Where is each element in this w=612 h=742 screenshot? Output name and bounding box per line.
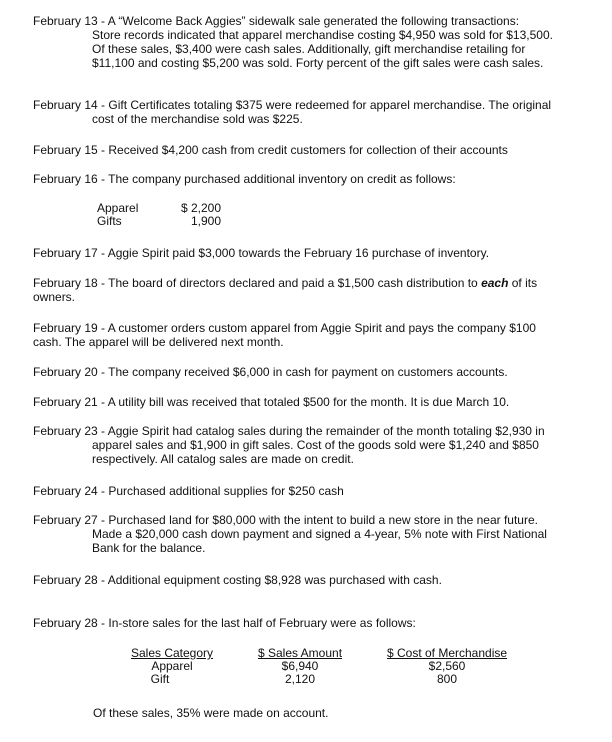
sales-header-amount: $ Sales Amount	[257, 646, 343, 660]
entry-feb-18	[33, 276, 599, 304]
sales-footnote-text: Of these sales, 35% were made on account.	[93, 706, 329, 720]
entry-feb-28-equipment	[33, 573, 599, 587]
entry-feb-19-line1: February 19 - A customer orders custom apparel from Aggie Spirit and pays the company $100	[33, 321, 536, 335]
entry-feb-20	[33, 365, 599, 379]
purchase-row-value: 1,900	[190, 214, 221, 228]
sales-table	[120, 647, 540, 691]
entry-feb-18-line2: owners.	[33, 290, 76, 304]
entry-feb-16-text: February 16 - The company purchased additional inventory on credit as follows:	[33, 172, 456, 186]
entry-feb-27-line3: Bank for the balance.	[92, 541, 206, 555]
entry-feb-18-emphasis: each	[481, 276, 509, 290]
entry-feb-17	[33, 246, 599, 260]
entry-feb-23-line3: respectively. All catalog sales are made on credit.	[92, 452, 354, 466]
entry-feb-13	[33, 14, 599, 70]
sales-cell-cost: $2,560	[428, 659, 466, 673]
entry-feb-13-line2: Store records indicated that apparel merchandise costing $4,950 was sold for $13,500.	[92, 28, 553, 42]
entry-feb-15-text: February 15 - Received $4,200 cash from credit customers for collection of their accounts	[33, 143, 508, 157]
sales-header-category: Sales Category	[130, 646, 214, 660]
entry-feb-28-sales-text: February 28 - In-store sales for the last half of February were as follows:	[33, 616, 416, 630]
sales-cell-category: Apparel	[151, 659, 193, 673]
sales-cell-category: Gift	[150, 672, 170, 686]
entry-feb-15	[33, 143, 599, 157]
entry-feb-19	[33, 321, 599, 349]
sales-header-cost: $ Cost of Merchandise	[386, 646, 508, 660]
entry-feb-13-line1: February 13 - A “Welcome Back Aggies” sidewalk sale generated the following transactions:	[33, 14, 520, 28]
entry-feb-21	[33, 395, 599, 409]
entry-feb-18-pre: February 18 - The board of directors declared and paid a $1,500 cash distribution to	[33, 276, 482, 290]
entry-feb-23	[33, 424, 599, 466]
entry-feb-13-line4: $11,100 and costing $5,200 was sold. Forty percent of the gift sales were cash sales.	[92, 56, 544, 70]
entry-feb-27-line2: Made a $20,000 cash down payment and signed a 4-year, 5% note with First National	[92, 527, 547, 541]
purchase-row-label: Apparel	[97, 201, 139, 215]
entry-feb-24-text: February 24 - Purchased additional supplies for $250 cash	[33, 484, 344, 498]
sales-cell-amount: $6,940	[281, 659, 319, 673]
sales-cell-amount: 2,120	[284, 672, 316, 686]
entry-feb-14	[33, 98, 599, 126]
purchase-row-value: $ 2,200	[180, 201, 221, 215]
entry-feb-14-line1: February 14 - Gift Certificates totaling $375 were redeemed for apparel merchandise. The original	[33, 98, 552, 112]
entry-feb-18-post: of its	[508, 276, 538, 290]
entry-feb-14-line2: cost of the merchandise sold was $225.	[92, 112, 303, 126]
sales-footnote	[93, 706, 612, 720]
entry-feb-27	[33, 513, 599, 555]
entry-feb-23-line1: February 23 - Aggie Spirit had catalog sales during the remainder of the month totaling $2,930 in	[33, 424, 545, 438]
entry-feb-16	[33, 172, 599, 186]
purchase-row-label: Gifts	[97, 214, 122, 228]
entry-feb-24	[33, 484, 599, 498]
entry-feb-27-line1: February 27 - Purchased land for $80,000 with the intent to build a new store in the near future.	[33, 513, 538, 527]
entry-feb-17-text: February 17 - Aggie Spirit paid $3,000 towards the February 16 purchase of inventory.	[33, 246, 490, 260]
entry-feb-13-line3: Of these sales, $3,400 were cash sales. Additionally, gift merchandise retailing for	[92, 42, 526, 56]
sales-cell-cost: 800	[436, 672, 458, 686]
entry-feb-19-line2: cash. The apparel will be delivered next month.	[33, 335, 284, 349]
entry-feb-28-equipment-text: February 28 - Additional equipment costing $8,928 was purchased with cash.	[33, 573, 442, 587]
entry-feb-23-line2: apparel sales and $1,900 in gift sales. Cost of the goods sold were $1,240 and $850	[92, 438, 539, 452]
entry-feb-28-sales	[33, 616, 599, 630]
entry-feb-20-text: February 20 - The company received $6,000 in cash for payment on customers accounts.	[33, 365, 508, 379]
entry-feb-18-line1	[33, 276, 599, 290]
entry-feb-21-text: February 21 - A utility bill was received that totaled $500 for the month. It is due March 10.	[33, 395, 510, 409]
